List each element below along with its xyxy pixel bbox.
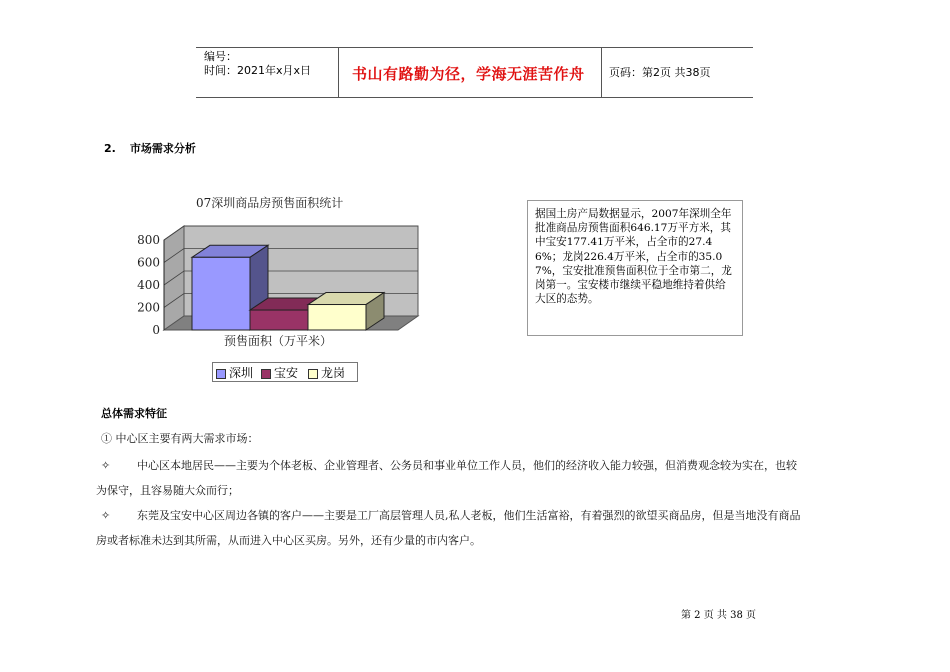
y-tick-label: 800: [137, 233, 160, 247]
y-tick-label: 400: [137, 278, 160, 292]
subheading: 总体需求特征: [101, 407, 167, 420]
paragraph: [101, 507, 801, 523]
chart-legend: [212, 362, 358, 382]
section-number: 2.: [104, 142, 116, 155]
bar-chart: [130, 216, 430, 346]
bar: [308, 305, 366, 330]
time-label: 时间：2021年x月x日: [204, 64, 312, 77]
number-label: 编号：: [204, 50, 237, 63]
legend-label: 深圳: [229, 366, 254, 380]
section-heading: [104, 140, 210, 156]
legend-swatch: [216, 369, 226, 379]
header-divider: [338, 48, 339, 97]
chart-x-label: 预售面积（万平米）: [224, 334, 333, 348]
legend-item: [308, 364, 345, 381]
section-title: 市场需求分析: [129, 142, 196, 155]
paragraph: ① 中心区主要有两大需求市场：: [101, 432, 259, 445]
y-tick-label: 200: [137, 300, 160, 315]
legend-item: [261, 364, 298, 381]
paragraph-continuation: 为保守，且容易随大众而行；: [96, 484, 239, 497]
legend-swatch: [261, 369, 271, 379]
paragraph-text: 中心区本地居民——主要为个体老板、企业管理者、公务员和事业单位工作人员，他们的经济收入能力较强，但消费观念较为实在，也较: [137, 459, 797, 472]
y-tick-label: 0: [152, 323, 160, 337]
legend-item: [216, 364, 253, 381]
bullet-icon: ✧: [101, 509, 111, 522]
header-motto: 书山有路勤为径，学海无涯苦作舟: [352, 65, 585, 83]
y-tick-label: 600: [137, 255, 160, 270]
paragraph: [101, 457, 797, 473]
note-box: [527, 200, 743, 336]
legend-label: 宝安: [274, 366, 299, 380]
header-page-code: 页码：第2页 共38页: [609, 66, 711, 79]
paragraph-text: 东莞及宝安中心区周边各镇的客户——主要是工厂高层管理人员,私人老板，他们生活富裕，有着强烈的欲望买商品房，但是当地没有商品: [137, 509, 801, 522]
header-divider: [601, 48, 602, 97]
note-text: 据国土房产局数据显示，2007年深圳全年批准商品房预售面积646.17万平方米，其中宝安177.41万平米，占全市的27.46%；龙岗226.4万平米，占全市的35.07%，宝安批准预售面积位于全市第二，龙岗第一。宝安楼市继续平稳地维持着供给大区的态势。: [535, 208, 732, 306]
header-left: [204, 50, 311, 78]
chart-title: 07深圳商品房预售面积统计: [196, 196, 344, 210]
bullet-icon: ✧: [101, 459, 111, 472]
legend-label: 龙岗: [321, 366, 346, 380]
bar: [250, 310, 308, 330]
legend-swatch: [308, 369, 318, 379]
page-footer: 第 2 页 共 38 页: [681, 610, 756, 621]
bar: [192, 257, 250, 330]
paragraph-continuation: 房或者标准未达到其所需，从而进入中心区买房。另外，还有少量的市内客户。: [96, 534, 481, 547]
